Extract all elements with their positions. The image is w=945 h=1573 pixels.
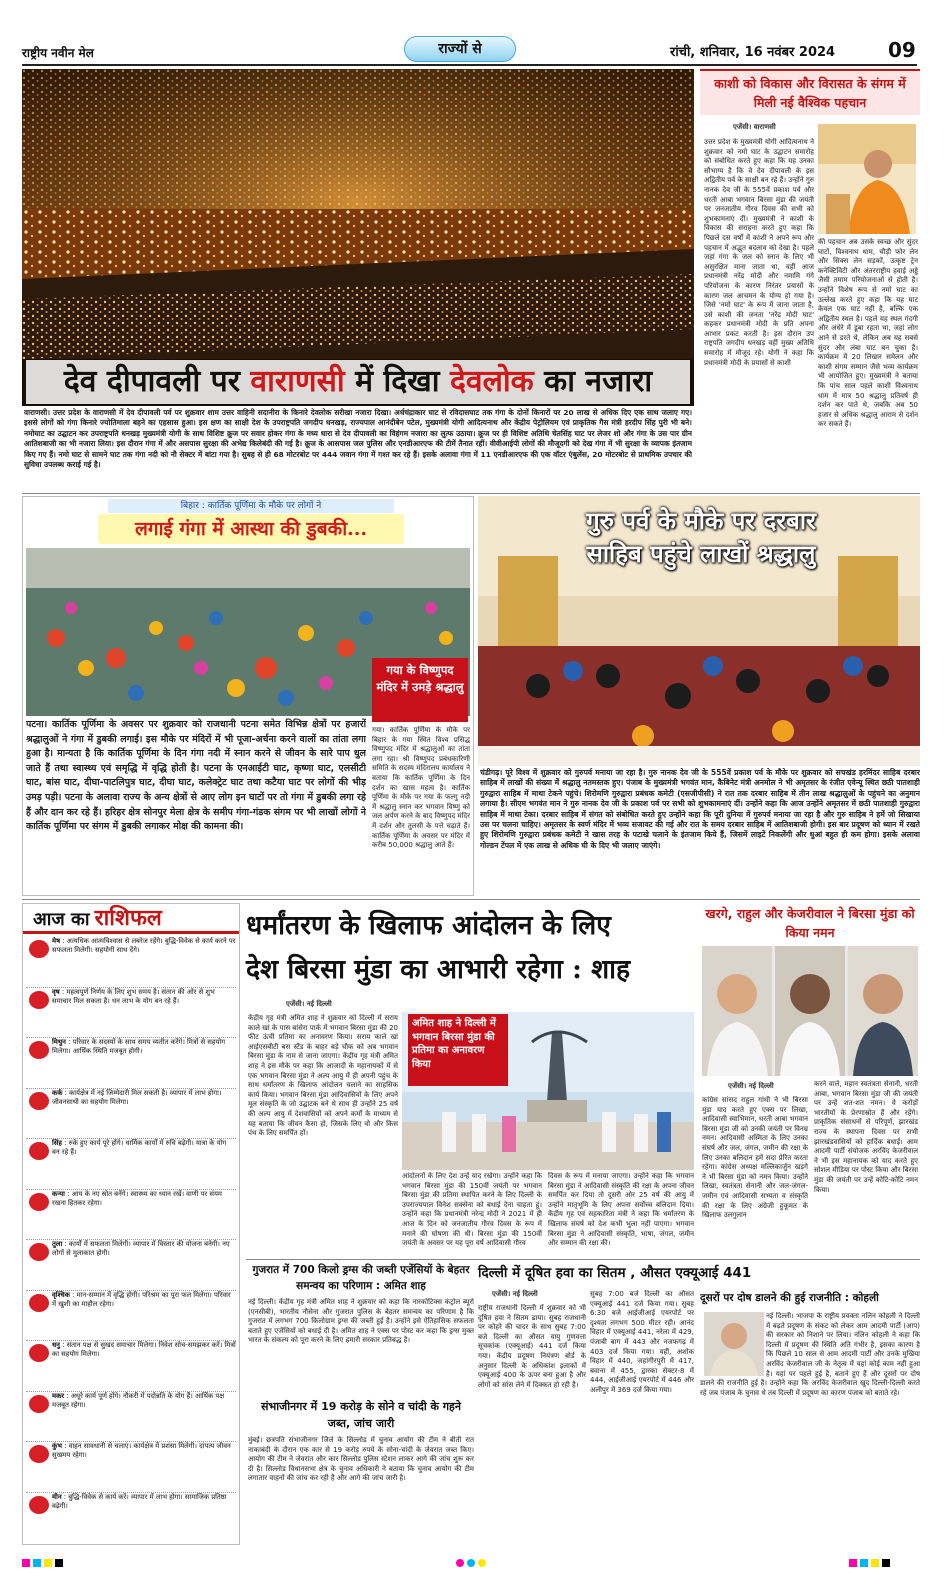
gaya-kicker: बिहार : कार्तिक पूर्णिमा के मौके पर लोगों ने bbox=[180, 501, 322, 511]
sambhaji-body: मुंबई। छत्रपति संभाजीनगर जिले के सिल्लोड में चुनाव आयोग की टीम ने बीती रात नाकाबंदी के दौरान एक कार से 19 करोड़ रुपये के सोना-चांदी के जेवरात जब्त किए। आयोग की टीम ने जेवरात और कार सिल्लोड पुलिस स्टेशन लाकर आगे की जांच शुरू कर दी है। सिल्लोड विधानसभा क्षेत्र के चुनाव अधिकारी ने बताया कि चुनाव आयोग की टीम लगातार वाहनों की जांच कर रही है और आगे की जांच जारी है। bbox=[248, 1436, 474, 1483]
zodiac-icon bbox=[29, 1294, 49, 1312]
rashifal-item: वृश्चिक : मान-सम्मान में वृद्धि होगी। परिश्रम का पूरा फल मिलेगा। परिवार में खुशी का माहौल रहेगा। bbox=[26, 1291, 236, 1342]
guru-body: चंडीगढ़। पूरे विश्व में शुक्रवार को गुरुपर्व मनाया जा रहा है। गुरु नानक देव जी के 555वें प्रकाश पर्व के मौके पर शुक्रवार को सचखंड हरमिंदर साहिब दरबार साहिब में लाखों की संख्या में श्रद्धालु नतमस्तक हुए। पंजाब के मुख्यमंत्री भगवंत मान, कैबिनेट मंत्री अनमोल ने भी अमृतसर के रंजीत एवेन्यू स्थित छठी पातशाही गुरुद्वारा साहिब में माथा टेकने पहुंचे। शिरोमणि गुरुद्वारा प्रबंधक कमेटी (एसजीपीसी) ने रात तक दरबार साहिब में तीन लाख श्रद्धालुओं के पहुंचने का अनुमान लगाया है। सीएम भगवंत मान ने गुरु नानक देव जी के प्रकाश पर्व पर सभी को शुभकामनाएं दीं। उन्होंने कहा कि आज उन्होंने अमृतसर में छठी पातशाही गुरुद्वारा साहिब में माथा टेका। दरबार साहिब में संगत को संबोधित करते हुए उन्होंने कहा कि पूरी दुनिया में गुरुपर्व मनाया जा रहा है और गुरु साहिब ने हमें जो सिखाया उस पर चलना चाहिए। अमृतसर के स्वर्ण मंदिर में भव्य सजावट की गई और रात के समय दरबार साहिब में आतिशबाजी होगी। इस बार प्रदूषण को ध्यान में रखते हुए शिरोमणि गुरुद्वारा प्रबंधक कमेटी ने खास तरह के पटाखे चलाने के इंतजाम किये हैं, जिसमें लाइटें निकलेंगी और धुआं बहुत ही कम होगा। इसके अलावा गोल्डन टेंपल में एक लाख से अधिक घी के दिए भी जलाए जाएंगे। bbox=[480, 768, 920, 850]
rashifal-item: मेष : अत्यधिक आत्मविश्वास से लबरेज रहेंगे। बुद्धि-विवेक से कार्य करने पर सफलता मिलेगी। सहयोगी साथ देंगे। bbox=[26, 937, 236, 988]
zodiac-icon bbox=[29, 1344, 49, 1362]
kharge-col2: करने वाले, महान स्वतंत्रता सेनानी, धरती आबा, भगवान बिरसा मुंडा जी की जयंती पर उन्हें शत-शत नमन। वे करोड़ों भारतीयों के प्रेरणास्रोत हैं और रहेंगे। प्राकृतिक संसाधनों से परिपूर्ण, झारखंड राज्य के स्थापना दिवस पर सभी झारखंडवासियों को हार्दिक बधाई। आम आदमी पार्टी संयोजक अरविंद केजरीवाल ने भी इस महानायक को याद करते हुए सोशल मीडिया पर पोस्ट किया और बिरसा मुंडा की जयंती पर उन्हें कोटि-कोटि नमन किया। bbox=[814, 1080, 918, 1194]
guru-headline: गुरु पर्व के मौके पर दरबार साहिब पहुंचे लाखों श्रद्धालु bbox=[586, 506, 816, 568]
kharge-headline: खरगे, राहुल और केजरीवाल ने बिरसा मुंडा को किया नमन bbox=[705, 906, 915, 940]
masthead-rule bbox=[22, 64, 917, 66]
zodiac-icon bbox=[29, 991, 49, 1009]
yogi-photo bbox=[818, 124, 916, 234]
sambhaji-headline: संभाजीनगर में 19 करोड़ के सोने व चांदी के गहने जब्त, जांच जारी bbox=[261, 1400, 461, 1430]
shah-inset: अमित शाह ने दिल्ली में भगवान बिरसा मुंडा की प्रतिमा का अनावरण किया bbox=[412, 1018, 496, 1070]
gaya-inset-title: गया के विष्णुपद मंदिर में उमड़े श्रद्धालु bbox=[376, 663, 464, 694]
rashifal-header: आज का राशिफल bbox=[23, 904, 239, 934]
gujarat-body: नई दिल्ली। केंद्रीय गृह मंत्री अमित शाह ने शुक्रवार को कहा कि नारकोटिक्स कंट्रोल ब्यूरो (एनसीबी), भारतीय नौसेना और गुजरात पुलिस के बेहतर समन्वय का परिणाम है कि गुजरात में लगभग 700 किलोग्राम ड्रग्स की जब्ती हुई है। उन्होंने इसे ऐतिहासिक सफलता बताते हुए एजेंसियों को बधाई दी है। अमित शाह ने एक्स पर पोस्ट कर कहा कि ड्रग्स मुक्त भारत के संकल्प को पूरा करने के लिए हमारी सरकार प्रतिबद्ध है। bbox=[248, 1298, 474, 1345]
gaya-body: पटना। कार्तिक पूर्णिमा के अवसर पर शुक्रवार को राजधानी पटना समेत विभिन्न क्षेत्रों पर हजारों श्रद्धालुओं ने गंगा में डुबकी लगाई। इस मौके पर मंदिरों में भी पूजा-अर्चना करने वालों का तांता लगा हुआ है। मान्यता है कि कार्तिक पूर्णिमा के दिन गंगा नदी में स्नान करने से जीवन के सारे पाप धुल जाते हैं तथा स्वास्थ्य एवं समृद्धि में वृद्धि होती है। पटना के एनआईटी घाट, कृष्णा घाट, एलसीटी घाट, बांस घाट, दीघा-पाटलिपुत्र घाट, दीघा घाट, कलेक्ट्रेट घाट तथा कटैया घाट पर लोगों की भीड़ उमड़ पड़ी। पटना के अलावा राज्य के अन्य क्षेत्रों से आए लोग इन घाटों पर तो गंगा में डुबकी लगा रहे हैं और दान कर रहे हैं। हरिहर क्षेत्र सोनपुर मेला क्षेत्र के समीप गंगा-गंडक संगम पर भी लाखों लोगों ने कार्तिक पूर्णिमा पर संगम में डुबकी लगाकर मोक्ष की कामना की। bbox=[26, 719, 366, 833]
registration-marks bbox=[22, 1552, 920, 1564]
rashifal-item: कन्या : आय के नए स्रोत बनेंगे। स्वास्थ्य का ध्यान रखें। वाणी पर संयम रखना हितकर रहेगा। bbox=[26, 1190, 236, 1241]
divider-1 bbox=[22, 493, 920, 494]
delhi-col2: सुबह 7:00 बजे दिल्ली का औसत एक्यूआई 441 दर्ज किया गया। सुबह 6:30 बजे आईजीआई एयरपोर्ट पर दृश्यता लगभग 500 मीटर रही। आनंद विहार में एक्यूआई 441, नरेला में 429, पंजाबी बाग में 443 और नजफगढ़ में 403 दर्ज किया गया। वहीं, अशोक विहार में 440, जहांगीरपुरी में 417, बवाना में 455, द्वारका सेक्टर-8 में 444, आईजीआई एयरपोर्ट में 446 और अलीपुर में 369 दर्ज किया गया। bbox=[590, 1290, 694, 1394]
kohli-headline: दूसरों पर दोष डालने की हुई राजनीति : कोहली bbox=[700, 1292, 879, 1304]
shah-byline: एजेंसी। नई दिल्ली bbox=[286, 1000, 332, 1008]
divider-2 bbox=[22, 899, 920, 900]
shah-inset-box bbox=[408, 1014, 508, 1086]
varanasi-photo bbox=[22, 69, 694, 406]
zodiac-icon bbox=[29, 1193, 49, 1211]
kashi-headline: काशी को विकास और विरासत के संगम में मिली नई वैश्विक पहचान bbox=[714, 76, 906, 110]
divider-3 bbox=[246, 1259, 920, 1260]
issue-date: रांची, शनिवार, 16 नवंबर 2024 bbox=[670, 45, 836, 60]
kashi-col1: उत्तर प्रदेश के मुख्यमंत्री योगी आदित्यनाथ ने शुक्रवार को नमो घाट के उद्घाटन समारोह को संबोधित करते हुए कहा कि यह उनका सौभाग्य है कि वे देव दीपावली के इस अद्वितीय पर्व के साक्षी बन रहे हैं। उन्होंने गुरु नानक देव जी के 555वें प्रकाश पर्व और धरती आबा भगवान बिरसा मुंडा की जयंती पर जनजातीय गौरव दिवस की सभी को शुभकामनाएं दीं। मुख्यमंत्री ने काशी के विकास की सराहना करते हुए कहा कि पिछले दस वर्षों में काशी ने अपने रूप और पहचान में अद्भुत बदलाव को देखा है। पहले जहां गंगा के जल को स्नान के लिए भी असुरक्षित माना जाता था, वहीं आज प्रधानमंत्री नरेंद्र मोदी और नमामि गंगे परियोजना के कारण निरंतर प्रयासों के कारण जल आचमन के योग्य हो गया है। जिसे 'नमो घाट' के रूप में जाना जाता है, उसे काशी की जनता 'नरेंद्र मोदी घाट' कहकर प्रधानमंत्री मोदी के प्रति अपना आभार प्रकट करती है। इस दौरान उप राष्ट्रपति जगदीप धनखड़ वहीं मुख्य अतिथि समारोह में मौजूद रहे। योगी ने कहा कि प्रधानमंत्री मोदी के प्रयासों से काशी bbox=[704, 138, 814, 367]
shah-headline: धर्मांतरण के खिलाफ आंदोलन के लिए देश बिरसा मुंडा का आभारी रहेगा : शाह bbox=[246, 910, 631, 985]
rashifal-item: वृष : महत्वपूर्ण निर्णय के लिए शुभ समय है। संतान की ओर से शुभ समाचार मिल सकता है। धन लाभ के योग बन रहे हैं। bbox=[26, 988, 236, 1039]
varanasi-headline-band bbox=[26, 360, 690, 404]
zodiac-icon bbox=[29, 940, 49, 958]
kharge-headline-box bbox=[700, 904, 920, 944]
zodiac-icon bbox=[29, 1092, 49, 1110]
kharge-col1: कांग्रेस सांसद राहुल गांधी ने भी बिरसा मुंडा याद करते हुए एक्स पर लिखा, आदिवासी स्वाभिमान, धरती आबा भगवान बिरसा मुंडा जी को उनकी जयंती पर विनम्र नमन। आदिवासी अस्मिता के लिए उनका संघर्ष और जल, जंगल, जमीन की रक्षा के लिए उनका बलिदान हमें सदा प्रेरित करता रहेगा। कांग्रेस अध्यक्ष मल्लिकार्जुन खड़गे ने भी बिरसा मुंडा को नमन किया। उन्होंने लिखा, स्वतंत्रता सेनानी और जल-जंगल-जमीन एवं आदिवासी सभ्यता व संस्कृति की रक्षा के लिए अंग्रेजी हुकूमत के खिलाफ उलगुलान bbox=[702, 1096, 808, 1220]
page-number: 09 bbox=[888, 38, 916, 62]
zodiac-icon bbox=[29, 1496, 49, 1514]
shah-col1: केंद्रीय गृह मंत्री अमित शाह ने शुक्रवार को दिल्ली में सराय काले खां के पास बांसेरा पार्क में भगवान बिरसा मुंडा की 20 फीट ऊंची प्रतिमा का अनावरण किया। सराय काले खां आईएसबीटी बस स्टैंड के बाहर बड़े चौक को अब भगवान बिरसा मुंडा के नाम से जाना जाएगा। केंद्रीय गृह मंत्री अमित शाह ने इस मौके पर कहा कि आजादी के महानायकों में से एक भगवान बिरसा मुंडा ने अल्प आयु में ही अपनी पहुंच के साथ धर्मांतरण के खिलाफ आंदोलन चलाने का साहसिक कार्य किया। भगवान बिरसा मुंडा आदिवासियों के लिए अपने मूल संस्कृति के जो उद्घाटक बने थे साथ ही उन्होंने 25 वर्ष की अल्प आयु में देशवासियों को अपने कर्मों के माध्यम से यह बताया कि जीवन कैसा हो, जिसके लिए वो और किस पंथ के लिए समर्पित हों। bbox=[248, 1014, 398, 1138]
rashifal-item: धनु : संतान पक्ष से सुखद समाचार मिलेगा। निवेश सोच-समझकर करें। मित्रों का सहयोग मिलेगा। bbox=[26, 1341, 236, 1392]
rashifal-item: मीन : बुद्धि-विवेक से कार्य करें। व्यापार में लाभ होगा। सामाजिक प्रतिष्ठा बढ़ेगी। bbox=[26, 1493, 236, 1544]
kohli-body: नई दिल्ली। भाजपा के राष्ट्रीय प्रवक्ता नलिन कोहली ने दिल्ली में बढ़ते प्रदूषण के संकट को लेकर आम आदमी पार्टी (आप) की सरकार को निशाने पर लिया। नलिन कोहली ने कहा कि दिल्ली में प्रदूषण की स्थिति अति गंभीर है, इसका कारण है कि पिछले 10 साल से आम आदमी पार्टी और उनके मुखिया अरविंद केजरीवाल जी के नेतृत्व में यहां कोई काम नहीं हुआ है। यहां पर पहले हुई है, बताने हुए हैं और दूसरों पर दोष डालने की राजनीति हुई है। उन्होंने कहा कि अरविंद केजरीवाल खुद दिल्ली-दिल्ली करते रहे जब पंजाब के चुनाव थे तब दिल्ली में प्रदूषण का कारण पंजाब को बताते रहे। bbox=[700, 1312, 920, 1397]
varanasi-body: वाराणसी। उत्तर प्रदेश के वाराणसी में देव दीपावली पर्व पर शुक्रवार शाम उत्तर वाहिनी सदानीरा के किनारे देवलोक सरीखा नजारा दिखा। अर्धचंद्राकार घाट से रविदासघाट तक गंगा के दोनों किनारों पर 20 लाख से अधिक दिए एक साथ जलाए गए। इससे लोगों को गंगा किनारे ज्योतिमाला बहने का एहसास हुआ। इस क्षण का साक्षी देश के उपराष्ट्रपति जगदीप धनखड़, राज्यपाल आनंदीबेन पटेल, मुख्यमंत्री योगी आदित्यनाथ और केंद्रीय पेट्रोलियम एवं प्राकृतिक गैस मंत्री हरदीप सिंह पुरी भी बने। नमोघाट का उद्घाटन कर उपराष्ट्रपति धनखड़ मुख्यमंत्री योगी के साथ विशिष्ट क्रूज पर सवार होकर गंगा के मध्य धारा से देव दीपावली का विहंगम नजारा का लुत्फ उठाया। क्रूज पर ही विशिष्ट अतिथि चेतसिंह घाट पर लेजर शो और गंगा के उस पार ग्रीन आतिशबाजी का भी नजारा लिया। इस दौरान गंगा में और असपास सुरक्षा की अभेद्य किलेबंदी की गई है। क्रूज के आसपास जल पुलिस और एनडीआरएफ की टीमें तैनात रहीं। वीवीआईपी लोगों की मौजूदगी को देख गंगा में भी सुरक्षा के व्यापक इंतजाम किए गए हैं। नमो घाट से सामने घाट तक गंगा नदी को नौ सेक्टर में बांटा गया है। सुबह से ही 68 मोटरबोट पर 444 जवान गंगा में गश्त कर रहे हैं। इसके अलावा गंगा में 11 एनडीआरएफ की एक वॉटर एंबुलेंस, 20 मोटरबोट से प्राथमिक उपचार की सुविधा उपलब्ध कराई गई है। bbox=[24, 408, 692, 470]
delhi-headline-box bbox=[478, 1262, 752, 1284]
rashifal-item: मिथुन : परिवार के सदस्यों के साथ समय व्यतीत करेंगे। मित्रों से सहयोग मिलेगा। आर्थिक स्थिति मजबूत होगी। bbox=[26, 1038, 236, 1089]
zodiac-icon bbox=[29, 1243, 49, 1261]
gujarat-headline: गुजरात में 700 किलो ड्रग्स की जब्ती एजेंसियों के बेहतर समन्वय का परिणाम : अमित शाह bbox=[252, 1264, 470, 1292]
delhi-col1: राष्ट्रीय राजधानी दिल्ली में शुक्रवार को भी दूषित हवा ने सितम ढाया। सुबह राजधानी पर कोहरे की चादर के साथ सुबह 7:00 बजे दिल्ली का औसत वायु गुणवत्ता सूचकांक (एक्यूआई) 441 दर्ज किया गया। केंद्रीय प्रदूषण नियंत्रण बोर्ड के अनुसार दिल्ली के अधिकांश इलाकों में एक्यूआई 400 के ऊपर बना हुआ है और लोगों को सांस लेने में दिक्कत हो रही है। bbox=[478, 1304, 586, 1389]
delhi-byline: एजेंसी। नई दिल्ली bbox=[492, 1290, 538, 1298]
rashifal-item: तुला : कार्यों में सफलता मिलेगी। व्यापार में विस्तार की योजना बनेगी। नए लोगों से मुलाकात होगी। bbox=[26, 1240, 236, 1291]
kashi-byline: एजेंसी। वाराणसी bbox=[733, 123, 776, 131]
rashifal-item: सिंह : रुके हुए कार्य पूरे होंगे। धार्मिक कार्यों में रुचि बढ़ेगी। यात्रा के योग बन रहे हैं। bbox=[26, 1139, 236, 1190]
rashifal-list bbox=[23, 934, 239, 1543]
leaders-photo bbox=[702, 946, 918, 1076]
section-title: राज्यों से bbox=[438, 41, 482, 57]
kharge-byline: एजेंसी। नई दिल्ली bbox=[728, 1082, 774, 1090]
shah-col3: दिवस के रूप में मनाया जाएगा। उन्होंने कहा कि भगवान बिरसा मुंडा ने आदिवासी संस्कृति की रक्षा के अपना जीवन समर्पित कर दिया तो दूसरी ओर 25 वर्ष की आयु में उन्होंने मातृभूमि के लिए अपना सर्वोच्च बलिदान दिया। केंद्रीय गृह एवं सहकारिता मंत्री ने कहा कि धर्मांतरण के खिलाफ संघर्ष को देश कभी भुला नहीं पाएगा। भगवान बिरसा मुंडा ने आदिवासी संस्कृति, भाषा, जंगल, जमीन और सम्मान की रक्षा की। bbox=[548, 1172, 694, 1248]
varanasi-headline: देव दीपावली पर वाराणसी में दिखा देवलोक का नजारा bbox=[63, 364, 653, 399]
delhi-headline: दिल्ली में दूषित हवा का सितम , औसत एक्यूआई 441 bbox=[478, 1265, 752, 1281]
rashifal-panel bbox=[22, 903, 240, 1545]
zodiac-icon bbox=[29, 1395, 49, 1413]
kashi-headline-box bbox=[700, 69, 920, 115]
gaya-side: गया। कार्तिक पूर्णिमा के मौके पर बिहार के गया स्थित विश्व प्रसिद्ध विष्णुपद मंदिर में श्रद्धालुओं का तांता लगा रहा। श्री विष्णुपद प्रबंधकारिणी समिति के सदस्य मंदिरालय कार्यालय ने बताया कि कार्तिक पूर्णिमा के दिन दर्शन का खास महत्व है। कार्तिक पूर्णिमा के मौके पर गया के फल्गु नदी में श्रद्धालु स्नान कर भगवान विष्णु को जल अर्पण करने के बाद विष्णुपद मंदिर में दर्शन और तुलसी के पत्ते चढ़ाते हैं। कार्तिक पूर्णिमा के अवसर पर मंदिर में करीब 50,000 श्रद्धालु आते हैं। bbox=[372, 726, 470, 850]
zodiac-icon bbox=[29, 1445, 49, 1463]
gaya-kicker-box bbox=[108, 499, 394, 513]
kashi-col2: की पहचान अब उसके स्वच्छ और सुंदर घाटों, विश्वनाथ धाम, चौड़ी फोर लेन और सिक्स लेन सड़कों, उत्कृष्ट ट्रेन कनेक्टिविटी और अंतरराष्ट्रीय हवाई अड्डे जैसी तमाम परियोजनाओं से होती है। उन्होंने विशेष रूप से नमो घाट का उल्लेख करते हुए कहा कि यह घाट केवल एक घाट नहीं है, बल्कि एक अद्वितीय स्थल है। पहले यह स्थल गंदगी और अंधेरे में डूबा रहता था, जहां लोग आने से डरते थे, लेकिन अब यह सबसे सुंदर और लंबा घाट बन चुका है। कार्यक्रम में 20 लिखार समेलन और काशी संगम सम्मान जैसे भव्य कार्यक्रम भी आयोजित हुए। मुख्यमंत्री ने बताया कि पांच साल पहले काशी विश्वनाथ धाम में मात्र 50 श्रद्धालु प्रतिवर्ष ही दर्शन कर पाते थे, जबकि अब 50 हजार से अधिक श्रद्धालु आराम से दर्शन कर सकते हैं। bbox=[818, 238, 918, 429]
paper-name: राष्ट्रीय नवीन मेल bbox=[22, 46, 94, 60]
rashifal-item: कर्क : कार्यक्षेत्र में नई जिम्मेदारी मिल सकती है। व्यापार में लाभ होगा। जीवनसाथी का सहयोग मिलेगा। bbox=[26, 1089, 236, 1140]
gaya-headline: लगाई गंगा में आस्था की डुबकी... bbox=[135, 518, 367, 540]
section-tab bbox=[404, 36, 516, 62]
zodiac-icon bbox=[29, 1142, 49, 1160]
rashifal-item: मकर : अधूरे कार्य पूर्ण होंगे। नौकरी में पदोन्नति के योग हैं। आर्थिक पक्ष मजबूत रहेगा। bbox=[26, 1392, 236, 1443]
rashifal-item: कुंभ : वाहन सावधानी से चलाएं। कार्यक्षेत्र में प्रशंसा मिलेगी। दांपत्य जीवन सुखमय रहेगा। bbox=[26, 1442, 236, 1493]
shah-col2: आंदोलनों के लिए देश उन्हें याद रखेगा। उन्होंने कहा कि भगवान बिरसा मुंडा की 150वीं जयंती पर भगवान बिरसा मुंडा की प्रतिमा स्थापित करने के लिए दिल्ली के उपराज्यपाल विनेश सक्सेना को बधाई देना चाहता हूं। उन्होंने कहा कि प्रधानमंत्री नरेन्द्र मोदी ने 2021 में ही आज के दिन को जनजातीय गौरव दिवस के रूप में मनाने की घोषणा की थी। बिरसा मुंडा की 150वीं जयंती के अवसर पर यह पूरा वर्ष आदिवासी गौरव bbox=[402, 1172, 542, 1248]
zodiac-icon bbox=[29, 1041, 49, 1059]
gaya-headline-box bbox=[98, 514, 404, 544]
masthead bbox=[0, 0, 945, 70]
gaya-inset-box bbox=[372, 658, 468, 722]
